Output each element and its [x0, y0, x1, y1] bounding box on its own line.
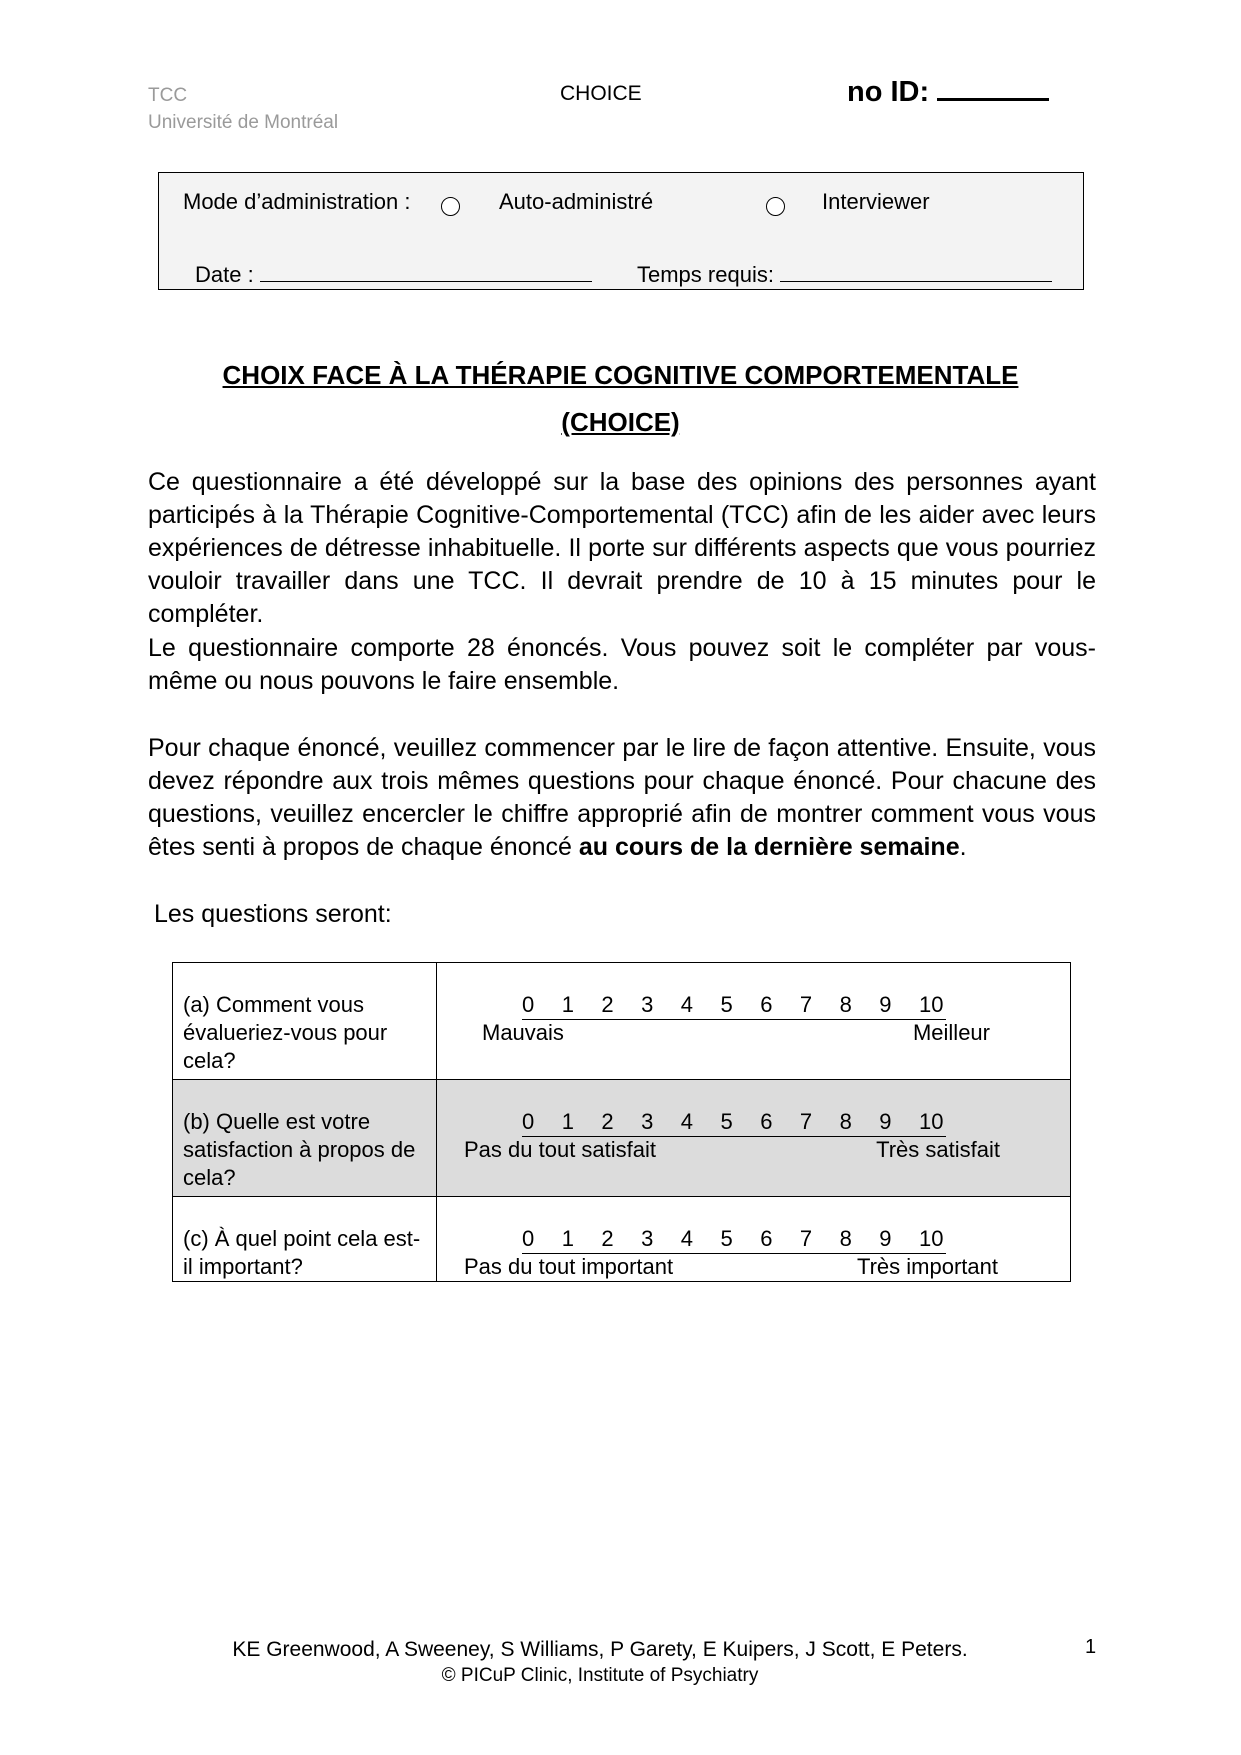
scale-number-5[interactable]: 5: [720, 1226, 733, 1251]
scale-number-3[interactable]: 3: [641, 992, 654, 1017]
document-title: CHOIX FACE À LA THÉRAPIE COGNITIVE COMPORTEMENTALE: [222, 360, 1019, 390]
scale-low-label: Pas du tout important: [464, 1254, 674, 1279]
rating-scale-c[interactable]: [437, 1197, 1070, 1279]
time-field[interactable]: [637, 261, 1052, 288]
paragraph-statements: Le questionnaire comporte 28 énoncés. Vous pouvez soit le compléter par vous-même ou nous pouvons le faire ensemble.: [148, 634, 1096, 695]
id-blank-line[interactable]: [937, 76, 1049, 101]
paragraph-intro: Ce questionnaire a été développé sur la base des opinions des personnes ayant participés à la Thérapie Cognitive-Comportemental (TCC) afin de les aider avec leurs expériences de détresse inhabituelle. Il porte sur différents aspects que vous pourriez vouloir travailler dans une TCC. Il devrait prendre de 10 à 15 minutes pour le compléter.: [148, 468, 1096, 628]
scale-number-2[interactable]: 2: [601, 1109, 614, 1134]
rating-scale-b[interactable]: [437, 1080, 1070, 1192]
scale-number-7[interactable]: 7: [799, 1109, 813, 1134]
footer: [0, 1637, 1200, 1689]
scale-number-8[interactable]: 8: [839, 1226, 852, 1251]
time-label: Temps requis:: [637, 262, 774, 287]
date-label: Date :: [195, 262, 254, 287]
scale-number-1[interactable]: 1: [561, 1226, 574, 1251]
questions-intro: Les questions seront:: [154, 900, 392, 928]
page-number: 1: [1085, 1636, 1097, 1658]
scale-number-0[interactable]: 0: [522, 992, 535, 1017]
question-b: (b) Quelle est votre satisfaction à propos de cela?: [183, 1109, 416, 1190]
scale-number-7[interactable]: 7: [799, 1226, 813, 1251]
administration-box: [158, 172, 1084, 290]
scale-number-1[interactable]: 1: [561, 1109, 574, 1134]
time-blank-line[interactable]: [780, 261, 1052, 282]
scale-numbers[interactable]: [522, 991, 946, 1020]
scale-number-2[interactable]: 2: [601, 1226, 614, 1251]
scale-numbers[interactable]: [522, 1108, 946, 1137]
id-label: no ID:: [847, 76, 930, 108]
scale-number-9[interactable]: 9: [879, 992, 892, 1017]
scale-number-9[interactable]: 9: [879, 1109, 892, 1134]
scale-high-label: Très satisfait: [876, 1137, 1000, 1162]
question-a: (a) Comment vous évalueriez-vous pour cela?: [183, 992, 388, 1073]
scale-number-1[interactable]: 1: [561, 992, 574, 1017]
scale-low-label: Mauvais: [482, 1020, 564, 1045]
date-field[interactable]: [195, 261, 592, 288]
footer-authors: KE Greenwood, A Sweeney, S Williams, P Garety, E Kuipers, J Scott, E Peters.: [232, 1638, 968, 1661]
scale-high-label: Meilleur: [912, 1020, 990, 1045]
org-line-2: Université de Montréal: [148, 112, 339, 133]
id-field[interactable]: [847, 76, 1049, 109]
paragraph-instructions: [148, 732, 1096, 864]
mode-label: Mode d’administration :: [183, 189, 411, 214]
footer-clinic: © PICuP Clinic, Institute of Psychiatry: [441, 1665, 759, 1686]
table-row: [173, 1080, 1071, 1197]
header-center-title: CHOICE: [560, 82, 642, 105]
scale-number-10[interactable]: 10: [919, 992, 944, 1017]
instructions-end: .: [959, 833, 967, 861]
scale-numbers[interactable]: [522, 1225, 946, 1254]
scale-number-5[interactable]: 5: [720, 1109, 733, 1134]
scale-number-9[interactable]: 9: [879, 1226, 892, 1251]
scale-number-3[interactable]: 3: [641, 1109, 654, 1134]
scale-number-0[interactable]: 0: [522, 1226, 535, 1251]
scale-number-4[interactable]: 4: [680, 1109, 694, 1134]
scale-number-2[interactable]: 2: [601, 992, 614, 1017]
option-auto-administre-label: Auto-administré: [499, 189, 654, 214]
date-blank-line[interactable]: [260, 261, 592, 282]
scale-number-4[interactable]: 4: [680, 1226, 694, 1251]
scale-number-6[interactable]: 6: [760, 1226, 773, 1251]
scale-number-3[interactable]: 3: [641, 1226, 654, 1251]
question-c: (c) À quel point cela est-il important?: [183, 1226, 421, 1279]
org-line-1: TCC: [148, 85, 188, 106]
scale-number-10[interactable]: 10: [919, 1109, 944, 1134]
table-row: [173, 963, 1071, 1080]
scale-high-label: Très important: [856, 1254, 998, 1279]
document-subtitle: (CHOICE): [561, 407, 680, 437]
instructions-emphasis: au cours de la dernière semaine: [578, 833, 960, 861]
scale-number-7[interactable]: 7: [799, 992, 813, 1017]
scale-number-6[interactable]: 6: [760, 992, 773, 1017]
radio-auto-administre[interactable]: [441, 197, 460, 216]
scale-number-0[interactable]: 0: [522, 1109, 535, 1134]
header-org: [148, 82, 338, 136]
scale-number-8[interactable]: 8: [839, 1109, 852, 1134]
scale-number-8[interactable]: 8: [839, 992, 852, 1017]
radio-interviewer[interactable]: [766, 197, 785, 216]
rating-scale-a[interactable]: [437, 963, 1070, 1075]
scale-number-10[interactable]: 10: [919, 1226, 944, 1251]
questions-table: [172, 962, 1071, 1282]
instructions-text: Pour chaque énoncé, veuillez commencer par le lire de façon attentive. Ensuite, vous devez répondre aux trois mêmes questions pour chaque énoncé. Pour chacune des questions, veuillez encercler le chiffre approprié afin de montrer comment vous vous êtes senti à propos de chaque énoncé: [148, 734, 1096, 861]
scale-number-5[interactable]: 5: [720, 992, 733, 1017]
table-row: [173, 1197, 1071, 1282]
scale-number-4[interactable]: 4: [680, 992, 694, 1017]
scale-number-6[interactable]: 6: [760, 1109, 773, 1134]
scale-low-label: Pas du tout satisfait: [464, 1137, 656, 1162]
option-interviewer-label: Interviewer: [822, 189, 930, 214]
